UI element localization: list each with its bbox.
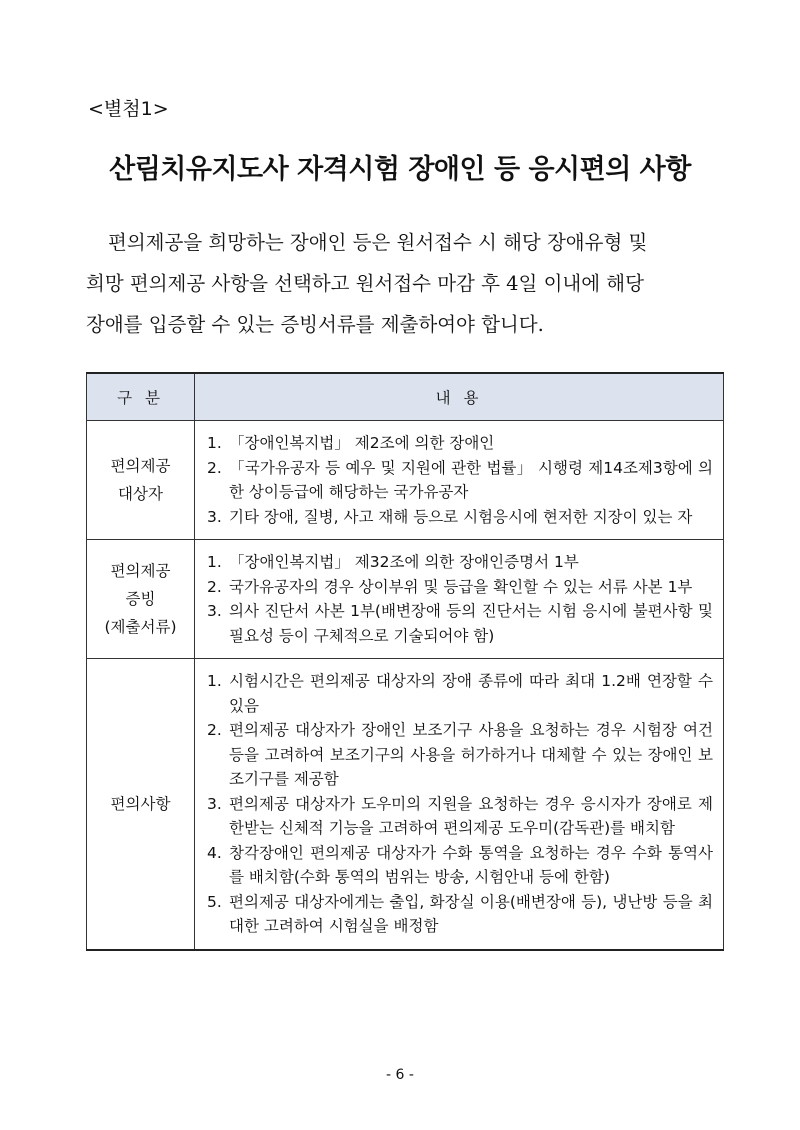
item-text: 시험시간은 편의제공 대상자의 장애 종류에 따라 최대 1.2배 연장할 수 있음 xyxy=(229,672,713,715)
table-header-row xyxy=(87,373,724,421)
item-number: 1. xyxy=(207,672,222,690)
row-category xyxy=(87,421,195,540)
header-content: 내 용 xyxy=(195,373,724,421)
item-text: 편의제공 대상자가 도우미의 지원을 요청하는 경우 응시자가 장애로 제한받는 신체적 기능을 고려하여 편의제공 도우미(감독관)를 배치함 xyxy=(229,794,713,837)
table-row xyxy=(87,659,724,950)
page-title: 산림치유지도사 자격시험 장애인 등 응시편의 사항 xyxy=(109,154,691,185)
intro-line: 장애를 입증할 수 있는 증빙서류를 제출하여야 합니다. xyxy=(86,313,544,336)
list-item xyxy=(207,841,713,890)
category-line: 증빙 xyxy=(125,590,156,608)
list-item xyxy=(207,431,713,456)
list-item xyxy=(207,792,713,841)
item-number: 1. xyxy=(207,434,222,452)
item-text: 「국가유공자 등 예우 및 지원에 관한 법률」 시행령 제14조제3항에 의한 상이등급에 해당하는 국가유공자 xyxy=(229,458,713,501)
item-text: 창각장애인 편의제공 대상자가 수화 통역을 요청하는 경우 수화 통역사를 배치함(수화 통역의 범위는 방송, 시험안내 등에 한함) xyxy=(229,843,713,886)
row-content xyxy=(195,540,724,659)
item-text: 기타 장애, 질병, 사고 재해 등으로 시험응시에 현저한 지장이 있는 자 xyxy=(229,507,693,526)
item-text: 「장애인복지법」 제2조에 의한 장애인 xyxy=(229,434,495,452)
list-item xyxy=(207,505,713,530)
item-text: 「장애인복지법」 제32조에 의한 장애인증명서 1부 xyxy=(229,553,579,571)
intro-line: 편의제공을 희망하는 장애인 등은 원서접수 시 해당 장애유형 및 xyxy=(108,231,648,254)
category-line: 대상자 xyxy=(118,485,163,503)
attachment-label: <별첨1> xyxy=(88,98,169,120)
table-row xyxy=(87,540,724,659)
row-category xyxy=(87,659,195,950)
header-category: 구 분 xyxy=(87,373,195,421)
accommodation-table xyxy=(86,372,724,951)
item-number: 2. xyxy=(207,721,222,739)
intro-line: 희망 편의제공 사항을 선택하고 원서접수 마감 후 4일 이내에 해당 xyxy=(86,272,644,295)
page-number: - 6 - xyxy=(386,1067,414,1083)
intro-paragraph xyxy=(86,222,726,345)
category-line: 편의사항 xyxy=(110,794,171,813)
list-item xyxy=(207,890,713,939)
item-number: 2. xyxy=(207,458,222,477)
item-number: 2. xyxy=(207,577,222,596)
row-content xyxy=(195,421,724,540)
row-category xyxy=(87,540,195,659)
list-item xyxy=(207,718,713,792)
row-content xyxy=(195,659,724,950)
item-text: 편의제공 대상자에게는 출입, 화장실 이용(배변장애 등), 냉난방 등을 최대한 고려하여 시험실을 배정함 xyxy=(229,892,713,935)
list-item xyxy=(207,599,713,648)
list-item xyxy=(207,669,713,718)
item-text: 의사 진단서 사본 1부(배변장애 등의 진단서는 시험 응시에 불편사항 및 필요성 등이 구체적으로 기술되어야 함) xyxy=(229,602,713,645)
category-line: 편의제공 xyxy=(110,562,171,580)
item-number: 1. xyxy=(207,553,222,571)
list-item xyxy=(207,550,713,575)
category-line: (제출서류) xyxy=(104,618,177,636)
category-line: 편의제공 xyxy=(110,457,171,475)
item-number: 5. xyxy=(207,892,222,911)
item-text: 편의제공 대상자가 장애인 보조기구 사용을 요청하는 경우 시험장 여건 등을 고려하여 보조기구의 사용을 허가하거나 대체할 수 있는 장애인 보조기구를 제공함 xyxy=(229,721,713,788)
item-number: 3. xyxy=(207,794,222,813)
list-item xyxy=(207,575,713,600)
item-number: 3. xyxy=(207,507,222,526)
list-item xyxy=(207,456,713,505)
item-number: 3. xyxy=(207,602,222,620)
item-text: 국가유공자의 경우 상이부위 및 등급을 확인할 수 있는 서류 사본 1부 xyxy=(229,577,693,596)
item-number: 4. xyxy=(207,843,222,862)
table-row xyxy=(87,421,724,540)
